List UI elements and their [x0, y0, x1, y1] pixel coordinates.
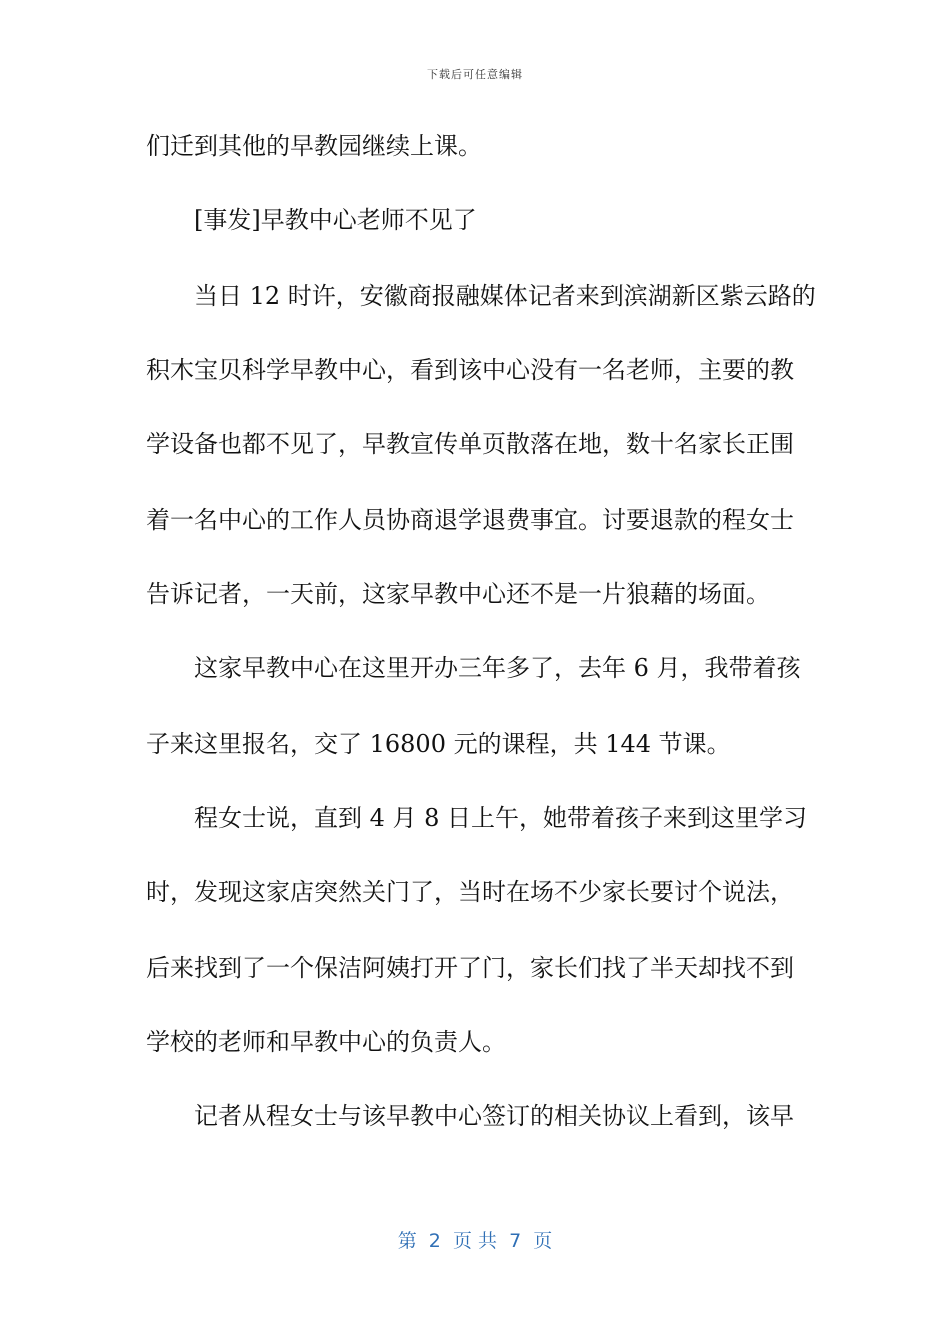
section-heading: [事发]早教中心老师不见了	[194, 206, 477, 234]
text-line: 学设备也都不见了，早教宣传单页散落在地，数十名家长正围	[146, 430, 794, 458]
text-line: 学校的老师和早教中心的负责人。	[146, 1028, 506, 1056]
text-line: 后来找到了一个保洁阿姨打开了门，家长们找了半天却找不到	[146, 954, 794, 982]
header-note: 下载后可任意编辑	[427, 68, 523, 81]
text-line: 们迁到其他的早教园继续上课。	[146, 132, 482, 160]
page-number: 第 2 页 共 7 页	[397, 1230, 553, 1252]
text-line: 记者从程女士与该早教中心签订的相关协议上看到，该早	[194, 1102, 794, 1130]
text-line: 当日 12 时许，安徽商报融媒体记者来到滨湖新区紫云路的	[194, 282, 816, 310]
text-line: 时，发现这家店突然关门了，当时在场不少家长要讨个说法，	[146, 878, 794, 906]
text-line: 这家早教中心在这里开办三年多了，去年 6 月，我带着孩	[194, 654, 801, 682]
text-line: 告诉记者，一天前，这家早教中心还不是一片狼藉的场面。	[146, 580, 770, 608]
text-line: 着一名中心的工作人员协商退学退费事宜。讨要退款的程女士	[146, 506, 794, 534]
text-line: 程女士说，直到 4 月 8 日上午，她带着孩子来到这里学习	[194, 804, 808, 832]
text-line: 积木宝贝科学早教中心，看到该中心没有一名老师，主要的教	[146, 356, 794, 384]
text-line: 子来这里报名，交了 16800 元的课程，共 144 节课。	[146, 730, 731, 758]
